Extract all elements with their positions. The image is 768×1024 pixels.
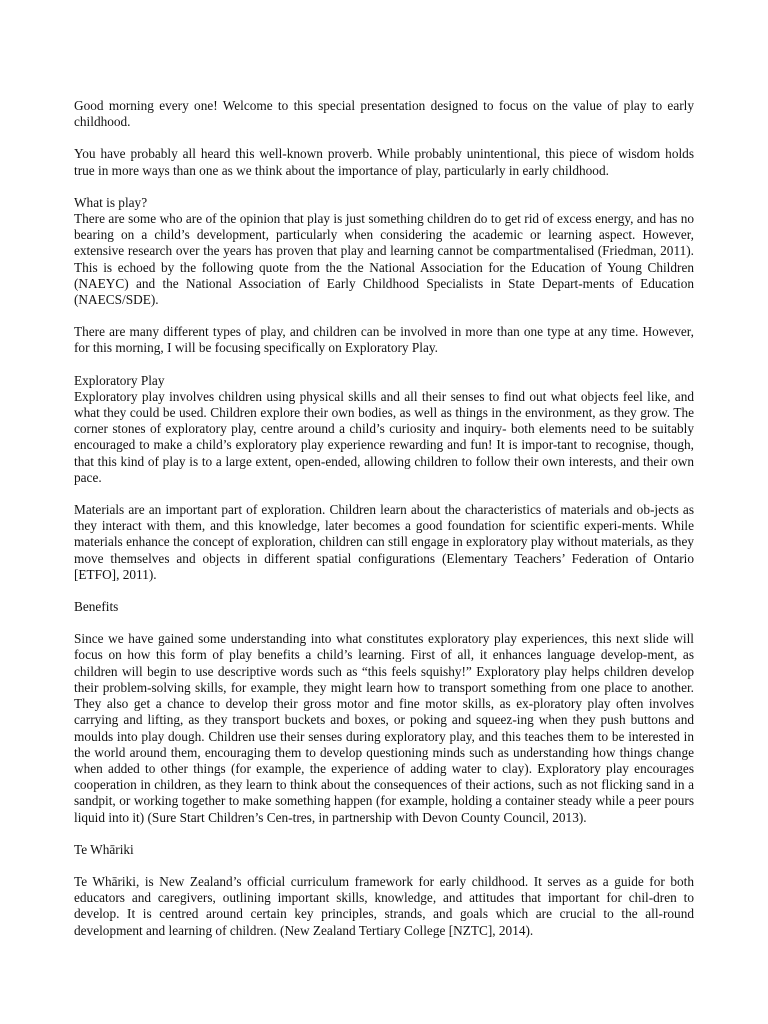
te-whariki-heading: Te Whāriki — [74, 841, 134, 857]
types-of-play-paragraph: There are many different types of play, and children can be involved in more than one type at any time. However, for this morning, I will be focusing specifically on Exploratory Play. — [74, 324, 694, 356]
what-is-play-paragraph: There are some who are of the opinion that play is just something children do to get rid of excess energy, and has no bearing on a child’s development, particularly when considering the academic or learning aspect. However, extensive research over the years has proven that play and learning cannot be compartmentalised (Friedman, 2011). This is echoed by the following quote from the the National Association for the Education of Young Children (NAEYC) and the National Association of Early Childhood Specialists in State Depart-ments of Education (NAECS/SDE). — [74, 211, 694, 308]
te-whariki-paragraph: Te Whāriki, is New Zealand’s official curriculum framework for early childhood. It serves as a guide for both educators and caregivers, outlining important skills, knowledge, and attitudes that important for chil-dren to develop. It is centred around certain key principles, strands, and goals which are crucial to the all-round development and learning of children. (New Zealand Tertiary College [NZTC], 2014). — [74, 873, 694, 938]
exploratory-play-paragraph: Exploratory play involves children using physical skills and all their senses to find out what objects feel like, and what they could be used. Children explore their own bodies, as well as things in the environment, as they grow. The corner stones of exploratory play, centre around a child’s curiosity and inquiry- both elements need to be suitably encouraged to make a child’s exploratory play experience rewarding and fun! It is impor-tant to recognise, though, that this kind of play is to a large extent, open-ended, allowing children to follow their own interests, and their own pace. — [74, 388, 694, 485]
materials-paragraph: Materials are an important part of exploration. Children learn about the characteristics of materials and ob-jects as they interact with them, and this knowledge, later becomes a good foundation for scientific experi-ments. While materials enhance the concept of exploration, children can still engage in exploratory play without materials, as they move themselves and objects in different spatial configurations (Elementary Teachers’ Federation of Ontario [ETFO], 2011). — [74, 502, 694, 582]
benefits-heading: Benefits — [74, 599, 119, 615]
document-page — [74, 98, 694, 955]
intro-paragraph-1: Good morning every one! Welcome to this special presentation designed to focus on the value of play to early childhood. — [74, 98, 694, 130]
benefits-paragraph: Since we have gained some understanding into what constitutes exploratory play experiences, this next slide will focus on how this form of play benefits a child’s learning. First of all, it enhances language develop-ment, as children will begin to use descriptive words such as “this feels squishy!” Exploratory play helps children develop their problem-solving skills, for example, they might learn how to transport something from one place to another. They also get a chance to develop their gross motor and fine motor skills, as ex-ploratory play often involves carrying and lifting, as they transport buckets and boxes, or poking and squeez-ing when they push buttons and moulds into play dough. Children use their senses during exploratory play, and this teaches them to be interested in the world around them, encouraging them to develop questioning minds such as understanding how things change when added to other things (for example, the experience of adding water to clay). Exploratory play encourages cooperation in children, as they learn to think about the consequences of their actions, such as not flicking sand in a sandpit, or working together to make something happen (for example, holding a container steady while a peer pours liquid into it) (Sure Start Children’s Cen-tres, in partnership with Devon County Council, 2013). — [74, 631, 694, 825]
exploratory-play-heading: Exploratory Play — [74, 372, 165, 388]
what-is-play-heading: What is play? — [74, 194, 148, 210]
intro-paragraph-2: You have probably all heard this well-known proverb. While probably unintentional, this piece of wisdom holds true in more ways than one as we think about the importance of play, particularly in early childhood. — [74, 146, 694, 178]
